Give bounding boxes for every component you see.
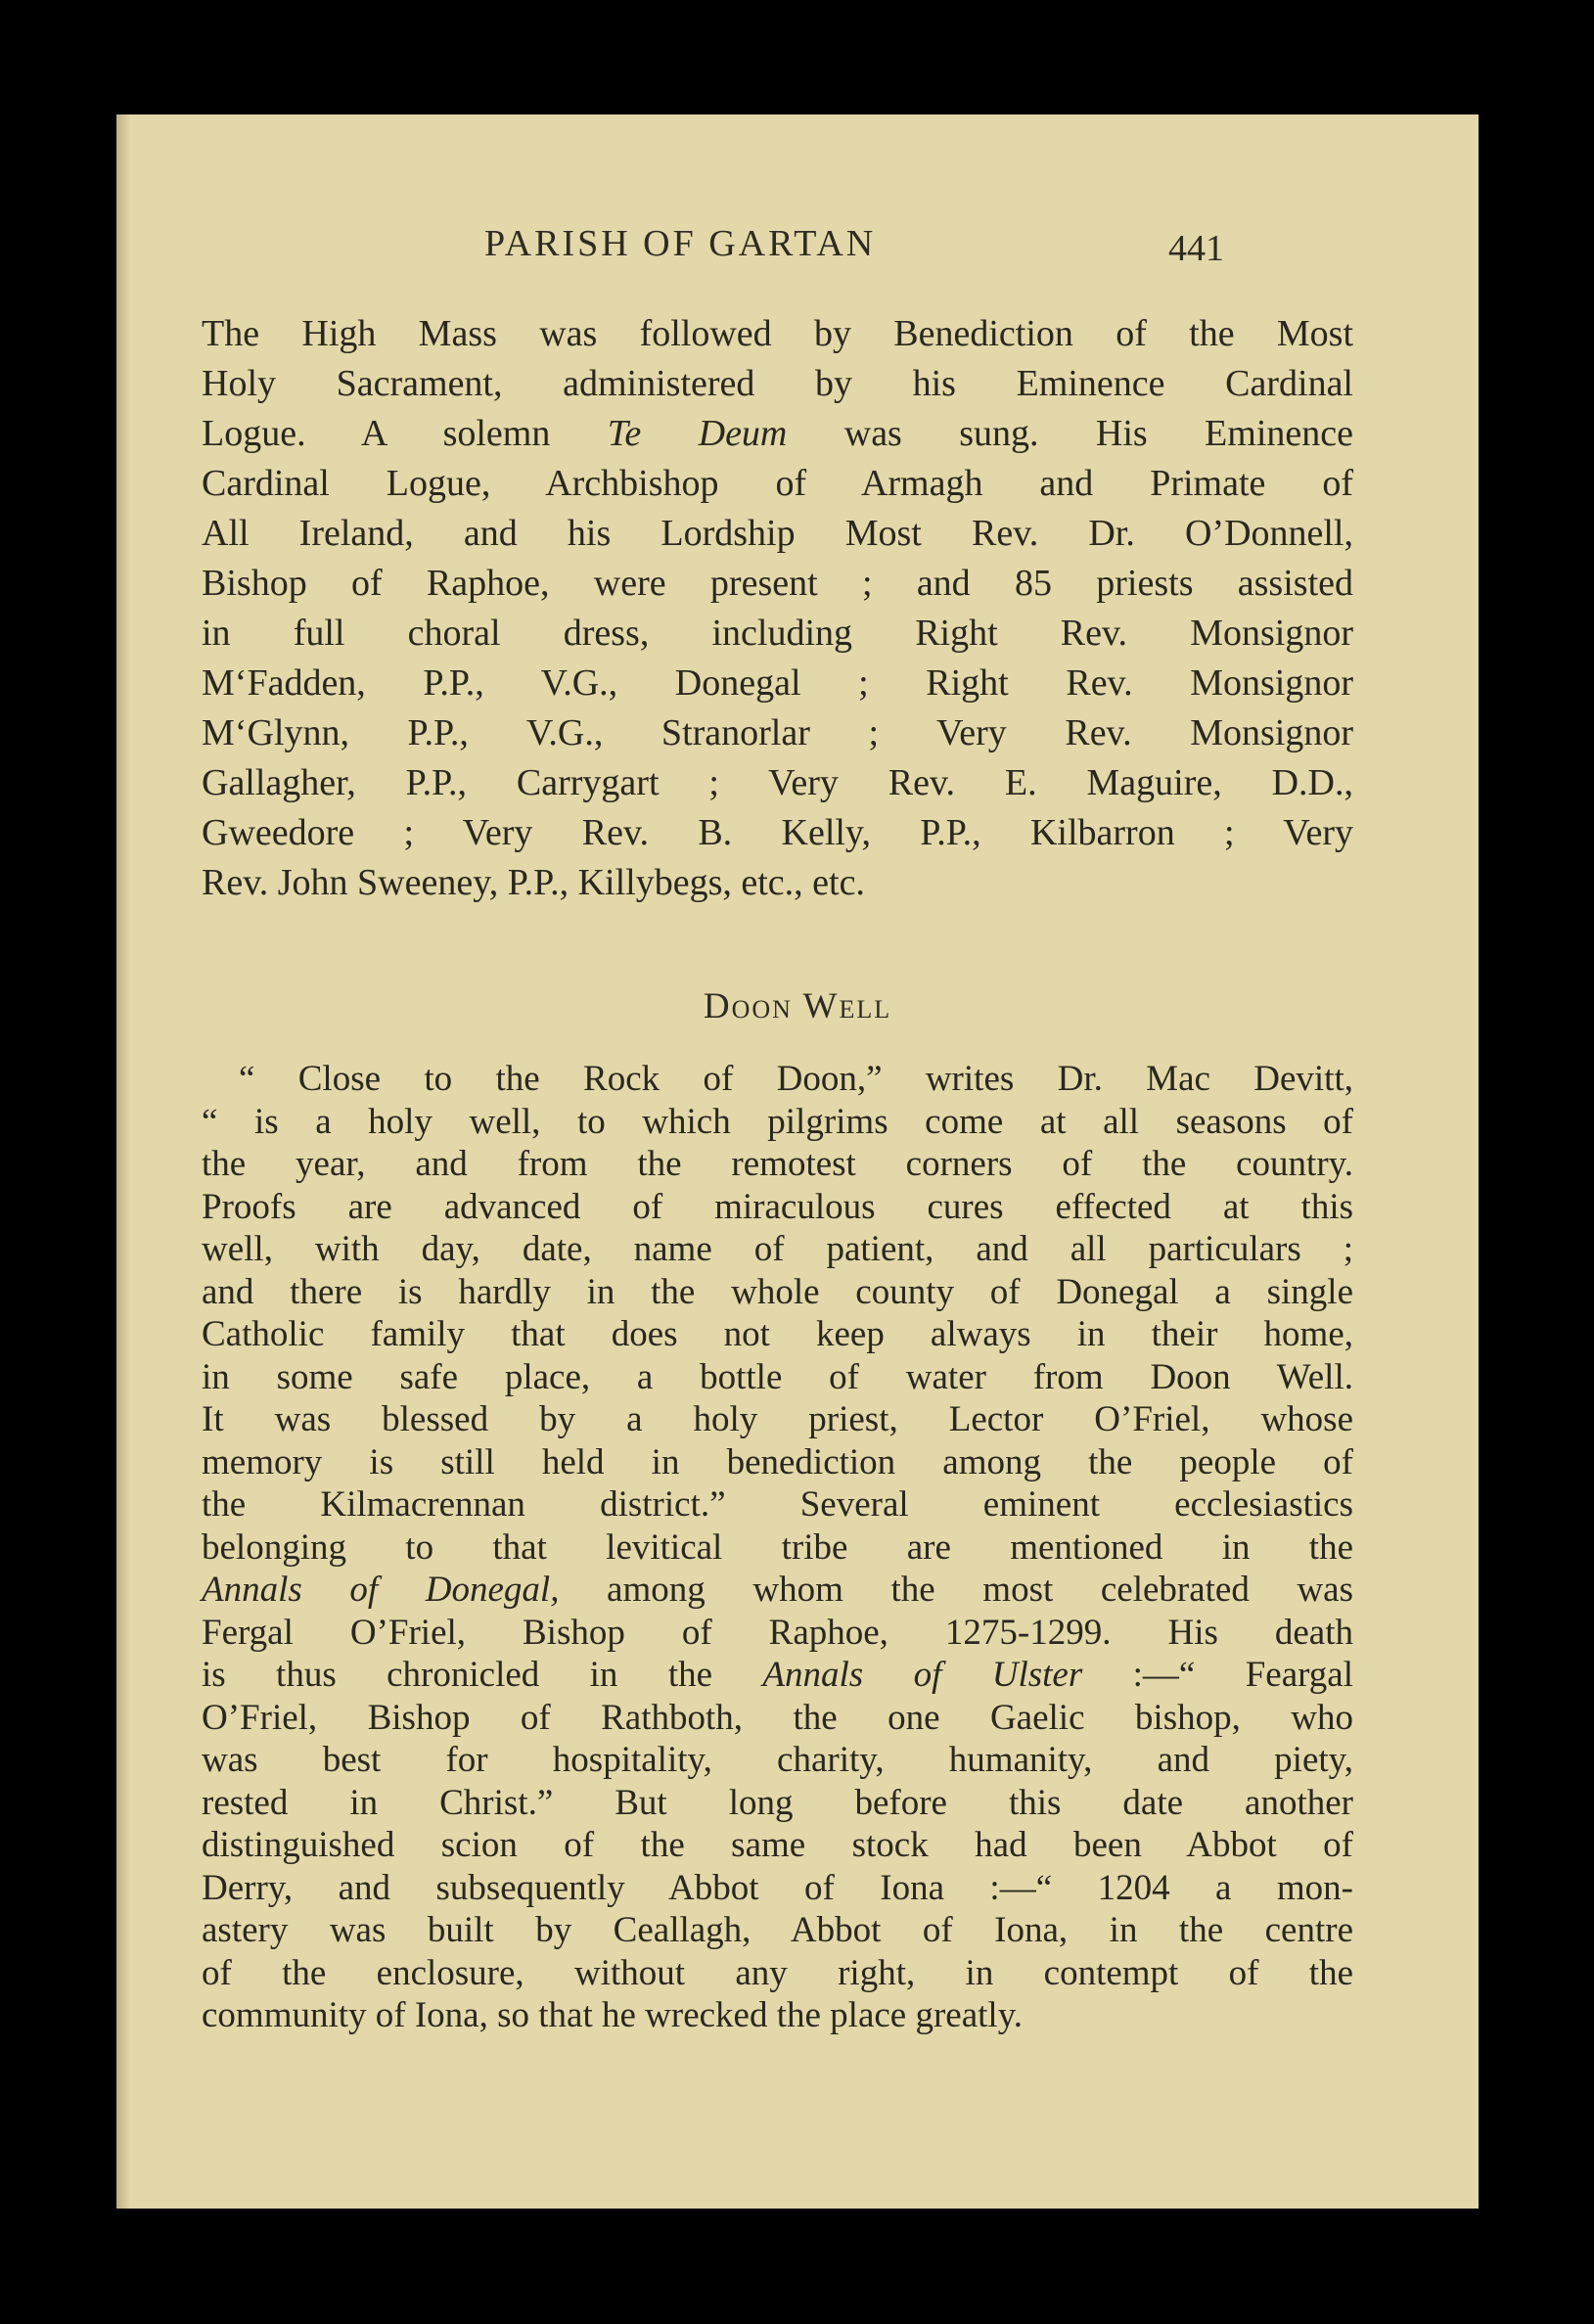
section-heading: Doon Well — [703, 986, 892, 1026]
text-line: Holy Sacrament, administered by his Eminence Cardinal — [202, 363, 1353, 404]
text-line: O’Friel, Bishop of Rathboth, the one Gaelic bishop, who — [202, 1697, 1353, 1738]
text-line: All Ireland, and his Lordship Most Rev. Dr. O’Donnell, — [202, 513, 1353, 554]
text-line: belonging to that levitical tribe are mentioned in the — [202, 1527, 1353, 1568]
text-line: M‘Fadden, P.P., V.G., Donegal ; Right Rev. Monsignor — [202, 662, 1353, 704]
running-title: PARISH OF GARTAN — [484, 223, 877, 264]
text-line: Rev. John Sweeney, P.P., Killybegs, etc., etc. — [202, 862, 865, 903]
text-line: in full choral dress, including Right Rev. Monsignor — [202, 613, 1353, 654]
text-line: community of Iona, so that he wrecked the place greatly. — [202, 1995, 1024, 2035]
page-number: 441 — [1168, 228, 1224, 269]
paragraph-high-mass — [202, 309, 1353, 908]
italic-title: Annals of Donegal, — [202, 1570, 560, 1610]
text-line: well, with day, date, name of patient, and all particulars ; — [202, 1229, 1353, 1269]
text-line: Derry, and subsequently Abbot of Iona :—“ 1204 a mon- — [202, 1867, 1353, 1908]
text-line: “ is a holy well, to which pilgrims come at all seasons of — [202, 1101, 1353, 1142]
book-page — [116, 114, 1479, 2209]
text-line: rested in Christ.” But long before this date another — [202, 1782, 1353, 1823]
text-line: It was blessed by a holy priest, Lector O’Friel, whose — [202, 1399, 1353, 1439]
text-line: of the enclosure, without any right, in contempt of the — [202, 1952, 1353, 1993]
text-line: the Kilmacrennan district.” Several eminent ecclesiastics — [202, 1484, 1353, 1525]
text-line: Cardinal Logue, Archbishop of Armagh and Primate of — [202, 463, 1353, 504]
text-line: Fergal O’Friel, Bishop of Raphoe, 1275-1299. His death — [202, 1612, 1353, 1653]
text-line: Catholic family that does not keep always in their home, — [202, 1314, 1353, 1354]
italic-title: Annals of Ulster — [762, 1655, 1083, 1695]
text-line: Logue. A solemn Te Deum was sung. His Eminence — [202, 413, 1353, 454]
text-line: The High Mass was followed by Benediction of the Most — [202, 313, 1353, 354]
text-line: Annals of Donegal, among whom the most celebrated was — [202, 1570, 1353, 1610]
text-line: memory is still held in benediction among the people of — [202, 1441, 1353, 1482]
text-line: Gallagher, P.P., Carrygart ; Very Rev. E. Maguire, D.D., — [202, 762, 1353, 803]
text-line: was best for hospitality, charity, humanity, and piety, — [202, 1740, 1353, 1780]
text-line: distinguished scion of the same stock had been Abbot of — [202, 1825, 1353, 1865]
text-line: is thus chronicled in the Annals of Ulster :—“ Feargal — [202, 1655, 1353, 1695]
text-line: Proofs are advanced of miraculous cures effected at this — [202, 1186, 1353, 1227]
text-line: astery was built by Ceallagh, Abbot of Iona, in the centre — [202, 1910, 1353, 1950]
paragraph-doon-well — [202, 1058, 1353, 2037]
text-line: “ Close to the Rock of Doon,” writes Dr. Mac Devitt, — [239, 1059, 1353, 1099]
italic-title: Te Deum — [607, 413, 788, 454]
text-line: in some safe place, a bottle of water from Doon Well. — [202, 1356, 1353, 1397]
text-line: M‘Glynn, P.P., V.G., Stranorlar ; Very Rev. Monsignor — [202, 712, 1353, 753]
page-gutter-shadow — [116, 114, 130, 2209]
text-line: and there is hardly in the whole county of Donegal a single — [202, 1271, 1353, 1312]
text-line: the year, and from the remotest corners of the country. — [202, 1144, 1353, 1184]
text-line: Bishop of Raphoe, were present ; and 85 priests assisted — [202, 563, 1353, 604]
text-line: Gweedore ; Very Rev. B. Kelly, P.P., Kilbarron ; Very — [202, 812, 1353, 853]
